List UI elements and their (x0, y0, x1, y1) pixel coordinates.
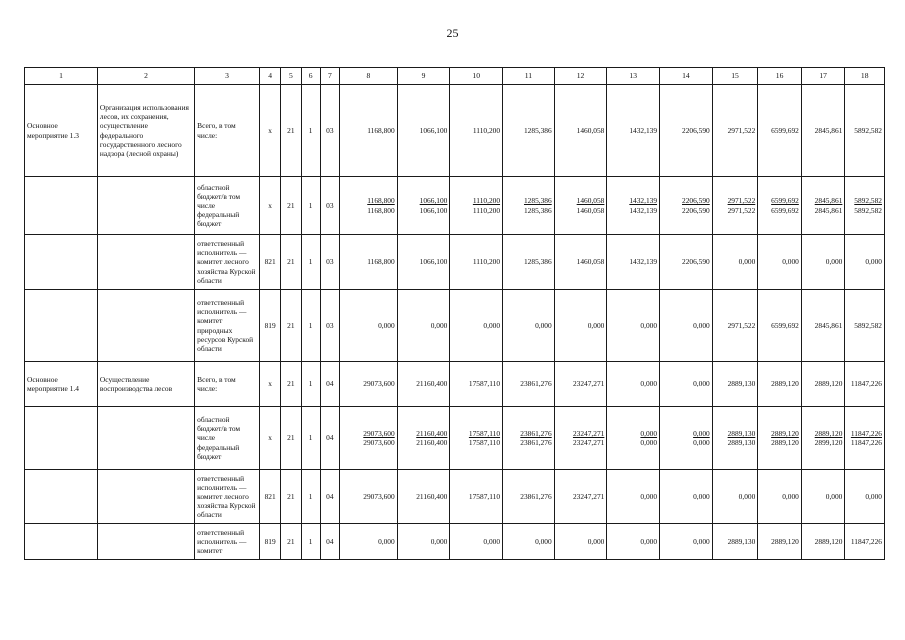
amount-regional: 2845,861 (814, 196, 843, 206)
code-cell: 03 (320, 177, 339, 235)
table-row (25, 524, 885, 560)
code-cell: 21 (281, 177, 301, 235)
amount-cell: 1432,139 (607, 235, 660, 290)
event-name-cell (25, 407, 98, 470)
amount-cell: 23247,271 (554, 362, 607, 407)
amount-cell (339, 407, 397, 470)
code-cell: 21 (281, 470, 301, 524)
code-cell: 04 (320, 470, 339, 524)
code-cell: 821 (259, 235, 280, 290)
amount-federal: 1168,800 (367, 205, 395, 215)
code-cell: 03 (320, 85, 339, 177)
amount-federal: 0,000 (640, 438, 658, 447)
amount-cell: 2971,522 (712, 85, 758, 177)
amount-cell: 1285,386 (503, 235, 555, 290)
amount-cell: 2889,130 (712, 524, 758, 560)
amount-cell: 2889,120 (801, 362, 845, 407)
amount-regional: 23247,271 (572, 428, 605, 438)
code-cell: 21 (281, 407, 301, 470)
amount-cell: 1168,800 (339, 85, 397, 177)
column-header: 7 (320, 68, 339, 85)
column-header: 14 (660, 68, 713, 85)
code-cell: 04 (320, 362, 339, 407)
amount-federal: 29073,600 (363, 438, 395, 447)
amount-cell (712, 177, 758, 235)
amount-cell: 5892,582 (845, 290, 885, 362)
amount-cell: 1066,100 (397, 235, 450, 290)
page-number: 25 (446, 26, 459, 40)
amount-cell: 29073,600 (339, 362, 397, 407)
amount-cell: 1460,058 (554, 85, 607, 177)
amount-federal: 17587,110 (468, 438, 501, 447)
event-description-cell (97, 235, 194, 290)
amount-regional: 17587,110 (468, 428, 501, 438)
event-name-cell (25, 235, 98, 290)
amount-cell (554, 407, 607, 470)
amount-cell: 0,000 (554, 290, 607, 362)
code-cell: 819 (259, 524, 280, 560)
amount-cell (845, 407, 885, 470)
column-header: 1 (25, 68, 98, 85)
amount-regional: 29073,600 (363, 428, 395, 438)
header-row (25, 68, 885, 85)
amount-cell (758, 407, 802, 470)
amount-cell (450, 177, 503, 235)
code-cell: 21 (281, 524, 301, 560)
funding-source-cell: ответственный исполнитель — комитет лесного хозяйства Курской области (195, 470, 260, 524)
amount-cell (339, 177, 397, 235)
column-header: 16 (758, 68, 802, 85)
amount-regional: 1460,058 (576, 196, 605, 206)
table-row (25, 362, 885, 407)
amount-federal: 1110,200 (472, 205, 501, 215)
amount-cell (397, 407, 450, 470)
code-cell: 03 (320, 290, 339, 362)
amount-cell: 2889,120 (758, 524, 802, 560)
amount-cell: 0,000 (660, 362, 713, 407)
event-name-cell (25, 470, 98, 524)
amount-cell (554, 177, 607, 235)
amount-cell: 1285,386 (503, 85, 555, 177)
amount-federal: 23861,276 (520, 438, 552, 447)
amount-cell: 0,000 (845, 470, 885, 524)
amount-cell: 0,000 (660, 470, 713, 524)
column-header: 10 (450, 68, 503, 85)
amount-federal: 2889,120 (771, 438, 799, 447)
funding-source-cell: Всего, в том числе: (195, 85, 260, 177)
amount-cell (660, 407, 713, 470)
amount-cell: 1460,058 (554, 235, 607, 290)
event-name-cell (25, 290, 98, 362)
funding-source-cell: ответственный исполнитель — комитет природных ресурсов Курской области (195, 290, 260, 362)
column-header: 5 (281, 68, 301, 85)
amount-cell: 0,000 (712, 235, 758, 290)
amount-regional: 2889,130 (727, 428, 756, 438)
amount-cell: 0,000 (397, 290, 450, 362)
amount-cell: 2845,861 (801, 290, 845, 362)
code-cell: 821 (259, 470, 280, 524)
amount-regional: 23861,276 (520, 428, 552, 438)
funding-source-cell: областной бюджет/в том числе федеральный бюджет (195, 177, 260, 235)
amount-cell: 23861,276 (503, 362, 555, 407)
amount-cell: 23247,271 (554, 470, 607, 524)
amount-federal: 2899,120 (814, 438, 843, 447)
amount-cell: 0,000 (758, 470, 802, 524)
amount-cell: 1066,100 (397, 85, 450, 177)
code-cell: x (259, 407, 280, 470)
amount-cell (450, 407, 503, 470)
code-cell: 04 (320, 524, 339, 560)
code-cell: 1 (301, 85, 320, 177)
amount-regional: 1168,800 (367, 196, 395, 206)
funding-source-cell: Всего, в том числе: (195, 362, 260, 407)
amount-cell: 2889,120 (801, 524, 845, 560)
amount-federal: 11847,226 (850, 438, 882, 447)
amount-regional: 0,000 (640, 428, 658, 438)
amount-regional: 11847,226 (850, 428, 882, 438)
amount-cell: 23861,276 (503, 470, 555, 524)
column-header: 18 (845, 68, 885, 85)
amount-cell (660, 177, 713, 235)
event-description-cell: Организация использования лесов, их сохранения, осуществление федерального государственного лесного надзора (лесной охраны) (97, 85, 194, 177)
amount-cell: 0,000 (397, 524, 450, 560)
amount-cell: 0,000 (660, 524, 713, 560)
amount-federal: 23247,271 (572, 438, 605, 447)
amount-cell: 2889,130 (712, 362, 758, 407)
table-row (25, 290, 885, 362)
amount-regional: 1285,386 (523, 196, 552, 206)
event-name-cell: Основное мероприятие 1.3 (25, 85, 98, 177)
amount-federal: 1285,386 (523, 205, 552, 215)
amount-cell: 0,000 (607, 524, 660, 560)
amount-cell: 6599,692 (758, 290, 802, 362)
code-cell: 819 (259, 290, 280, 362)
event-description-cell (97, 290, 194, 362)
amount-cell (607, 177, 660, 235)
amount-regional: 6599,692 (771, 196, 799, 206)
amount-cell: 2845,861 (801, 85, 845, 177)
amount-cell: 1432,139 (607, 85, 660, 177)
funding-source-cell: ответственный исполнитель — комитет (195, 524, 260, 560)
amount-regional: 21160,400 (416, 428, 448, 438)
code-cell: x (259, 177, 280, 235)
amount-cell: 0,000 (607, 470, 660, 524)
amount-cell: 2889,120 (758, 362, 802, 407)
column-header: 2 (97, 68, 194, 85)
amount-federal: 2889,130 (727, 438, 756, 447)
amount-federal: 6599,692 (771, 205, 799, 215)
table-row (25, 85, 885, 177)
amount-cell: 0,000 (450, 290, 503, 362)
amount-cell: 0,000 (845, 235, 885, 290)
amount-cell: 6599,692 (758, 85, 802, 177)
amount-regional: 2206,590 (682, 196, 710, 206)
amount-cell (503, 177, 555, 235)
amount-cell: 0,000 (339, 524, 397, 560)
amount-cell: 1110,200 (450, 85, 503, 177)
amount-cell: 17587,110 (450, 470, 503, 524)
column-header: 13 (607, 68, 660, 85)
amount-cell: 1110,200 (450, 235, 503, 290)
code-cell: x (259, 362, 280, 407)
amount-cell (758, 177, 802, 235)
amount-cell (607, 407, 660, 470)
amount-cell: 0,000 (607, 362, 660, 407)
code-cell: 1 (301, 177, 320, 235)
table-row (25, 235, 885, 290)
amount-cell: 0,000 (712, 470, 758, 524)
amount-cell (801, 177, 845, 235)
amount-cell: 11847,226 (845, 524, 885, 560)
amount-federal: 2206,590 (682, 205, 710, 215)
event-name-cell: Основное мероприятие 1.4 (25, 362, 98, 407)
amount-cell: 0,000 (801, 235, 845, 290)
budget-table (24, 67, 885, 560)
amount-cell: 2206,590 (660, 235, 713, 290)
amount-federal: 5892,582 (854, 205, 882, 215)
amount-cell: 0,000 (503, 524, 555, 560)
amount-federal: 0,000 (693, 438, 710, 447)
amount-federal: 1066,100 (419, 205, 448, 215)
table-row (25, 177, 885, 235)
column-header: 17 (801, 68, 845, 85)
amount-federal: 1432,139 (629, 205, 658, 215)
amount-cell: 21160,400 (397, 470, 450, 524)
column-header: 12 (554, 68, 607, 85)
code-cell: 04 (320, 407, 339, 470)
amount-regional: 1110,200 (472, 196, 501, 206)
amount-cell: 2971,522 (712, 290, 758, 362)
column-header: 4 (259, 68, 280, 85)
event-name-cell (25, 177, 98, 235)
column-header: 11 (503, 68, 555, 85)
funding-source-cell: областной бюджет/в том числе федеральный бюджет (195, 407, 260, 470)
event-description-cell (97, 470, 194, 524)
amount-cell: 0,000 (339, 290, 397, 362)
amount-federal: 21160,400 (416, 438, 448, 447)
event-description-cell (97, 177, 194, 235)
amount-cell: 5892,582 (845, 85, 885, 177)
amount-federal: 2845,861 (814, 205, 843, 215)
amount-cell (712, 407, 758, 470)
amount-cell: 29073,600 (339, 470, 397, 524)
amount-cell: 1168,800 (339, 235, 397, 290)
amount-regional: 5892,582 (854, 196, 882, 206)
amount-cell: 17587,110 (450, 362, 503, 407)
amount-cell (801, 407, 845, 470)
code-cell: 1 (301, 524, 320, 560)
amount-regional: 1432,139 (629, 196, 658, 206)
column-header: 9 (397, 68, 450, 85)
table-row (25, 407, 885, 470)
amount-cell: 0,000 (801, 470, 845, 524)
event-name-cell (25, 524, 98, 560)
amount-cell: 21160,400 (397, 362, 450, 407)
code-cell: x (259, 85, 280, 177)
amount-cell: 0,000 (758, 235, 802, 290)
amount-cell: 0,000 (554, 524, 607, 560)
code-cell: 1 (301, 235, 320, 290)
amount-regional: 2889,120 (771, 428, 799, 438)
amount-regional: 0,000 (693, 428, 710, 438)
event-description-cell (97, 524, 194, 560)
amount-federal: 1460,058 (576, 205, 605, 215)
column-header: 15 (712, 68, 758, 85)
amount-cell (845, 177, 885, 235)
amount-cell (503, 407, 555, 470)
amount-cell: 0,000 (450, 524, 503, 560)
table-row (25, 470, 885, 524)
code-cell: 21 (281, 362, 301, 407)
amount-federal: 2971,522 (727, 205, 756, 215)
amount-cell: 0,000 (503, 290, 555, 362)
code-cell: 1 (301, 290, 320, 362)
amount-regional: 2889,120 (814, 428, 843, 438)
event-description-cell (97, 407, 194, 470)
code-cell: 21 (281, 85, 301, 177)
amount-cell: 0,000 (607, 290, 660, 362)
amount-cell: 11847,226 (845, 362, 885, 407)
column-header: 3 (195, 68, 260, 85)
amount-regional: 1066,100 (419, 196, 448, 206)
amount-regional: 2971,522 (727, 196, 756, 206)
code-cell: 03 (320, 235, 339, 290)
code-cell: 1 (301, 407, 320, 470)
amount-cell: 2206,590 (660, 85, 713, 177)
funding-source-cell: ответственный исполнитель — комитет лесного хозяйства Курской области (195, 235, 260, 290)
amount-cell: 0,000 (660, 290, 713, 362)
column-header: 6 (301, 68, 320, 85)
code-cell: 21 (281, 290, 301, 362)
code-cell: 1 (301, 470, 320, 524)
column-header: 8 (339, 68, 397, 85)
code-cell: 1 (301, 362, 320, 407)
amount-cell (397, 177, 450, 235)
code-cell: 21 (281, 235, 301, 290)
event-description-cell: Осуществление воспроизводства лесов (97, 362, 194, 407)
